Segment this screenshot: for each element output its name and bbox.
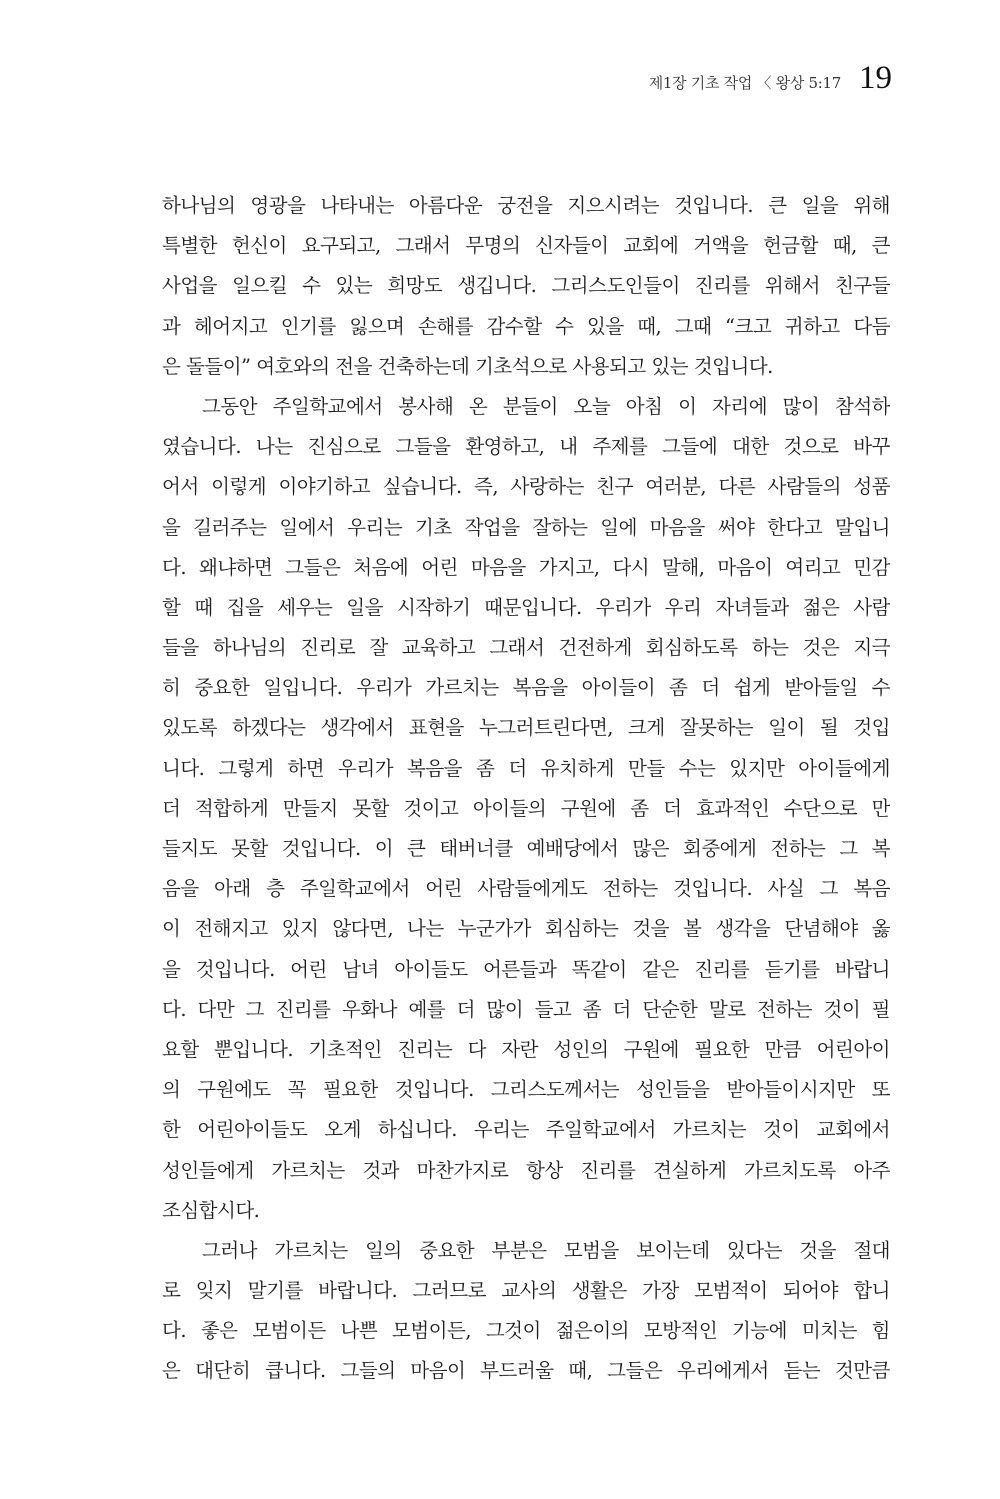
text-line: 이 전해지고 있지 않다면, 나는 누군가가 회심하는 것을 볼 생각을 단념해야 옳 [162, 917, 890, 941]
text-line: 다. 왜냐하면 그들은 처음에 어린 마음을 가지고, 다시 말해, 마음이 여리고 민감 [162, 555, 890, 579]
text-line: 다. 다만 그 진리를 우화나 예를 더 많이 들고 좀 더 단순한 말로 전하는 것이 필 [162, 997, 890, 1021]
text-line: 들을 하나님의 진리로 잘 교육하고 그래서 건전하게 회심하도록 하는 것은 지극 [162, 636, 890, 660]
text-line: 더 적합하게 만들지 못할 것이고 아이들의 구원에 좀 더 효과적인 수단으로 만 [162, 796, 890, 820]
text-line: 한 어린아이들도 오게 하십니다. 우리는 주일학교에서 가르치는 것이 교회에서 [162, 1118, 890, 1142]
text-line: 과 헤어지고 인기를 잃으며 손해를 감수할 수 있을 때, 그때 “크고 귀하고 다듬 [162, 314, 890, 338]
text-line: 사업을 일으킬 수 있는 희망도 생깁니다. 그리스도인들이 진리를 위해서 친구들 [162, 274, 890, 298]
text-line: 들지도 못할 것입니다. 이 큰 태버너클 예배당에서 많은 회중에게 전하는 그 복 [162, 837, 890, 860]
text-line: 조심합시다. [162, 1198, 260, 1222]
text-line: 어서 이렇게 이야기하고 싶습니다. 즉, 사랑하는 친구 여러분, 다른 사람들의 성품 [162, 475, 890, 499]
text-line: 그러나 가르치는 일의 중요한 부분은 모범을 보이는데 있다는 것을 절대 [202, 1238, 890, 1262]
text-line: 을 것입니다. 어린 남녀 아이들도 어른들과 똑같이 같은 진리를 듣기를 바랍니 [162, 957, 890, 981]
text-line: 성인들에게 가르치는 것과 마찬가지로 항상 진리를 견실하게 가르치도록 아주 [162, 1158, 890, 1182]
text-line: 의 구원에도 꼭 필요한 것입니다. 그리스도께서는 성인들을 받아들이시지만 또 [162, 1078, 890, 1102]
text-line: 니다. 그렇게 하면 우리가 복음을 좀 더 유치하게 만들 수는 있지만 아이들에게 [162, 756, 890, 780]
running-header [649, 62, 892, 95]
body-text [162, 186, 890, 1392]
text-line: 은 대단히 큽니다. 그들의 마음이 부드러울 때, 그들은 우리에게서 듣는 것만큼 [162, 1359, 890, 1383]
text-line: 을 길러주는 일에서 우리는 기초 작업을 잘하는 일에 마음을 써야 한다고 말입니 [162, 515, 890, 539]
text-line: 요할 뿐입니다. 기초적인 진리는 다 자란 성인의 구원에 필요한 만큼 어린아이 [162, 1037, 890, 1061]
page-number: 19 [859, 60, 892, 96]
text-line: 로 잊지 말기를 바랍니다. 그러므로 교사의 생활은 가장 모범적이 되어야 합니 [162, 1279, 890, 1303]
text-line: 있도록 하겠다는 생각에서 표현을 누그러트린다면, 크게 잘못하는 일이 될 것입 [162, 716, 890, 740]
text-line: 였습니다. 나는 진심으로 그들을 환영하고, 내 주제를 그들에 대한 것으로 바꾸 [162, 435, 890, 459]
text-line: 음을 아래 층 주일학교에서 어린 사람들에게도 전하는 것입니다. 사실 그 복음 [162, 877, 890, 901]
text-line: 은 돌들이” 여호와의 전을 건축하는데 기초석으로 사용되고 있는 것입니다. [162, 354, 773, 378]
text-line: 그동안 주일학교에서 봉사해 온 분들이 오늘 아침 이 자리에 많이 참석하 [202, 394, 890, 418]
text-line: 다. 좋은 모범이든 나쁜 모범이든, 그것이 젊은이의 모방적인 기능에 미치는 힘 [162, 1319, 890, 1343]
text-line: 하나님의 영광을 나타내는 아름다운 궁전을 지으시려는 것입니다. 큰 일을 위해 [162, 194, 890, 217]
text-line: 히 중요한 일입니다. 우리가 가르치는 복음을 아이들이 좀 더 쉽게 받아들일 수 [162, 676, 890, 700]
text-line: 할 때 집을 세우는 일을 시작하기 때문입니다. 우리가 우리 자녀들과 젊은 사람 [162, 595, 890, 619]
running-title: 제1장 기초 작업 〈 왕상 5:17 [648, 74, 841, 92]
text-line: 특별한 헌신이 요구되고, 그래서 무명의 신자들이 교회에 거액을 헌금할 때, 큰 [162, 234, 890, 258]
